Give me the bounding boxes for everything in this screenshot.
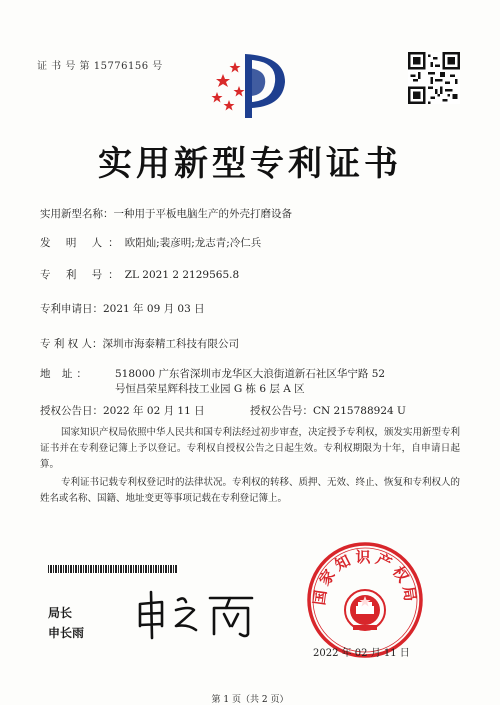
address-label: 地 址：	[40, 368, 91, 380]
filing-date-label: 专利申请日：	[40, 303, 103, 315]
patent-number-value: ZL 2021 2 2129565.8	[124, 269, 240, 281]
inventor-value: 欧阳灿;裴彦明;龙志青;冷仁兵	[124, 237, 262, 249]
certificate-title: 实用新型专利证书	[98, 144, 402, 184]
seal-text: 国家知识产权局	[310, 548, 420, 607]
announcement-number-label: 授权公告号：	[250, 405, 313, 417]
patent-office-logo	[205, 48, 295, 123]
patent-holder-value: 深圳市海泰精工科技有限公司	[102, 338, 240, 350]
grant-date-field	[40, 404, 205, 419]
signatory-title: 局长	[48, 606, 73, 620]
address-field	[40, 367, 450, 395]
announcement-number-field	[250, 404, 406, 419]
certificate-number: 证 书 号 第 15776156 号	[37, 61, 163, 72]
announcement-number-value: CN 215788924 U	[313, 405, 406, 417]
paragraph-legal-status: 专利证书记载专利权登记时的法律状况。专利权的转移、质押、无效、终止、恢复和专利权人的姓名或名称、国籍、地址变更等事项记载在专利登记簿上。	[40, 477, 461, 504]
signatory-name: 申长雨	[48, 626, 85, 640]
seal-date: 2022 年 02 月 11 日	[313, 648, 410, 659]
filing-date-value: 2021 年 09 月 03 日	[103, 303, 205, 315]
filing-date-field	[40, 302, 205, 317]
page-footer: 第 1 页（共 2 页）	[211, 695, 289, 705]
name-value: 一种用于平板电脑生产的外壳打磨设备	[113, 208, 292, 220]
patent-number-field	[40, 268, 239, 283]
national-emblem-icon	[345, 590, 385, 630]
name-label: 实用新型名称：	[40, 208, 114, 220]
barcode	[48, 565, 178, 573]
patent-number-label: 专 利 号：	[40, 269, 125, 281]
address-line-2: 号恒昌荣星辉科技工业园 G 栋 6 层 A 区	[115, 383, 305, 395]
patent-holder-label: 专 利 权 人：	[40, 338, 103, 350]
qr-code	[408, 52, 460, 104]
inventor-field	[40, 236, 261, 251]
address-line-1: 518000 广东省深圳市龙华区大浪街道新石社区华宁路 52	[115, 368, 386, 380]
handwritten-signature	[132, 586, 257, 641]
grant-date-value: 2022 年 02 月 11 日	[103, 405, 205, 417]
paragraph-grant-statement: 国家知识产权局依照中华人民共和国专利法经过初步审查，决定授予专利权，颁发实用新型专利证书并在专利登记簿上予以登记。专利权自授权公告之日起生效。专利权期限为十年，自申请日起算。	[40, 427, 461, 470]
official-seal	[305, 540, 425, 660]
inventor-label: 发 明 人：	[40, 237, 125, 249]
grant-date-label: 授权公告日：	[40, 405, 103, 417]
patent-holder-field	[40, 337, 239, 352]
utility-model-name	[40, 207, 292, 222]
